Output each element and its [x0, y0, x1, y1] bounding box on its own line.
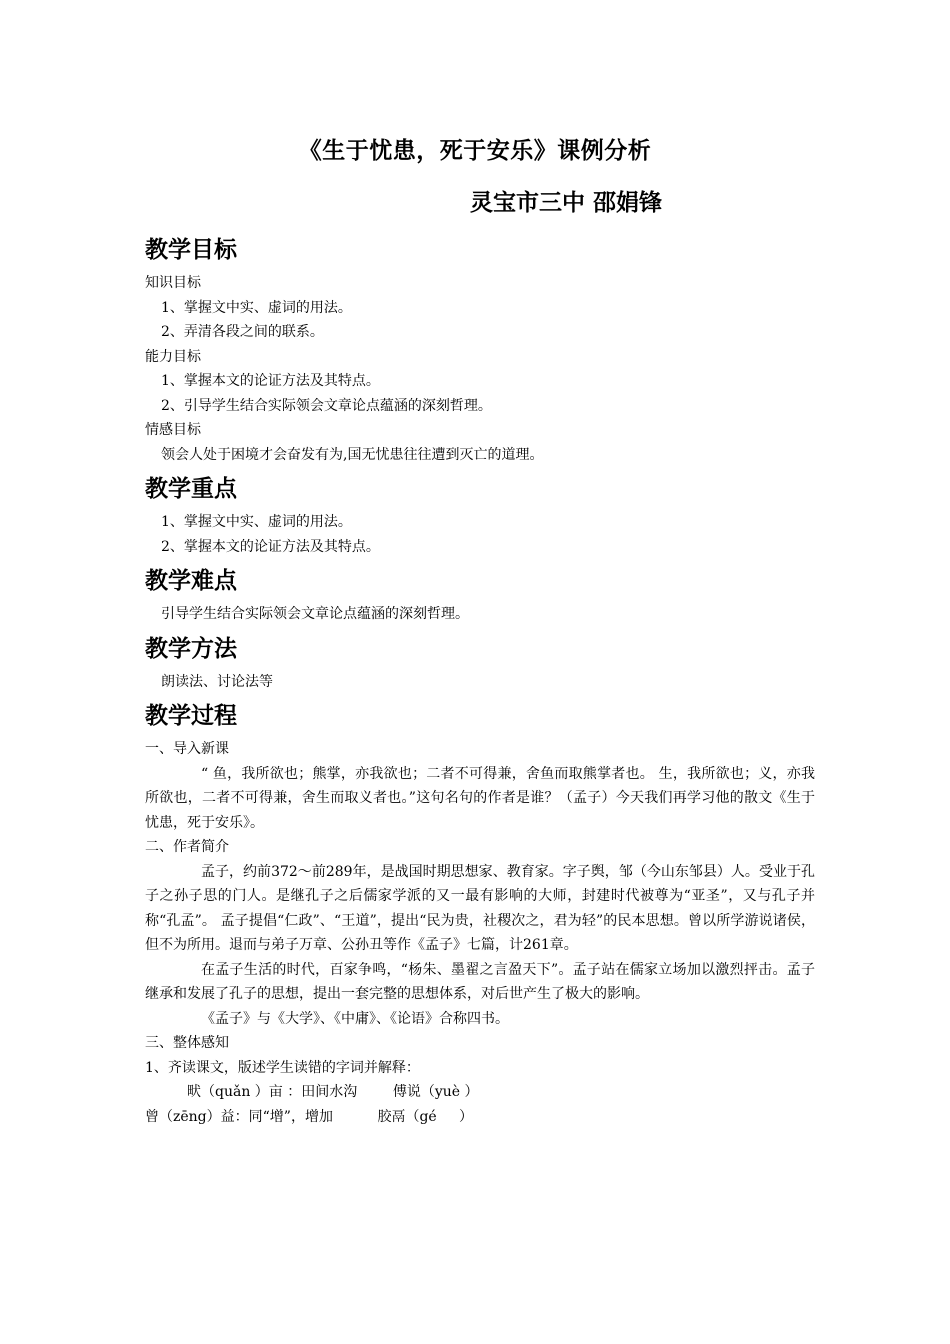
process-part1-label: 一、导入新课	[145, 741, 229, 757]
key-point-1: 1、掌握文中实、虚词的用法。	[161, 514, 352, 530]
vocab-line-2: 曾（zēng）益：同“增”，增加 胶鬲（gé ）	[145, 1108, 473, 1125]
label-knowledge-goals: 知识目标	[145, 275, 201, 291]
process-part3-label: 三、整体感知	[145, 1035, 229, 1051]
document-author: 灵宝市三中 邵娟锋	[470, 190, 663, 216]
process-part2-text-1: 孟子，约前372～前289年，是战国时期思想家、教育家。字子舆，邹（今山东邹县）人。受业于孔子之孙子思的门人。是继孔子之后儒家学派的又一最有影响的大师，封建时代被尊为“亚圣”，又与孔子并称“孔孟”。 孟子提倡“仁政”、“王道”，提出“民为贵，社稷次之，君为轻”的民本思想。曾以所学游说诸侯，但不为所用。退而与弟子万章、公孙丑等作《孟子》七篇，计261章。	[145, 863, 815, 953]
method-item-1: 朗读法、讨论法等	[161, 673, 273, 690]
document-title: 《生于忧患，死于安乐》课例分析	[298, 138, 652, 164]
process-part2-label: 二、作者简介	[145, 839, 229, 855]
process-part3-item-1: 1、齐读课文，版述学生读错的字词并解释：	[145, 1059, 420, 1076]
vocab-line-1: 畎（quǎn ）亩 ：田间水沟 傅说（yuè ）	[187, 1084, 479, 1100]
process-part2-text-2: 在孟子生活的时代，百家争鸣，“杨朱、墨翟之言盈天下”。孟子站在儒家立场加以激烈抨击。孟子继承和发展了孔子的思想，提出一套完整的思想体系，对后世产生了极大的影响。	[145, 961, 815, 1002]
label-emotion-goals: 情感目标	[145, 422, 201, 438]
heading-method: 教学方法	[145, 635, 237, 662]
label-ability-goals: 能力目标	[145, 348, 201, 365]
ability-goal-2: 2、引导学生结合实际领会文章论点蕴涵的深刻哲理。	[161, 397, 492, 414]
heading-process: 教学过程	[145, 703, 237, 729]
ability-goal-1: 1、掌握本文的论证方法及其特点。	[161, 373, 380, 389]
document-body	[145, 232, 815, 1129]
key-point-2: 2、掌握本文的论证方法及其特点。	[161, 538, 380, 555]
heading-key-points: 教学重点	[145, 476, 237, 502]
emotion-goal-1: 领会人处于困境才会奋发有为,国无忧患往往遭到灭亡的道理。	[161, 446, 544, 463]
process-part1-text: “ 鱼，我所欲也；熊掌，亦我欲也；二者不可得兼，舍鱼而取熊掌者也。 生，我所欲也；义，亦我所欲也，二者不可得兼，舍生而取义者也。”这句名句的作者是谁？（孟子）今天我们再学习他的散文《生于忧患，死于安乐》。	[145, 765, 815, 831]
difficulty-item-1: 引导学生结合实际领会文章论点蕴涵的深刻哲理。	[161, 606, 469, 622]
heading-difficulty: 教学难点	[145, 568, 237, 594]
knowledge-goal-2: 2、弄清各段之间的联系。	[161, 324, 324, 340]
process-part2-text-3: 《孟子》与《大学》、《中庸》、《论语》合称四书。	[201, 1010, 509, 1027]
heading-teaching-goals: 教学目标	[145, 237, 237, 263]
knowledge-goal-1: 1、掌握文中实、虚词的用法。	[161, 299, 352, 316]
